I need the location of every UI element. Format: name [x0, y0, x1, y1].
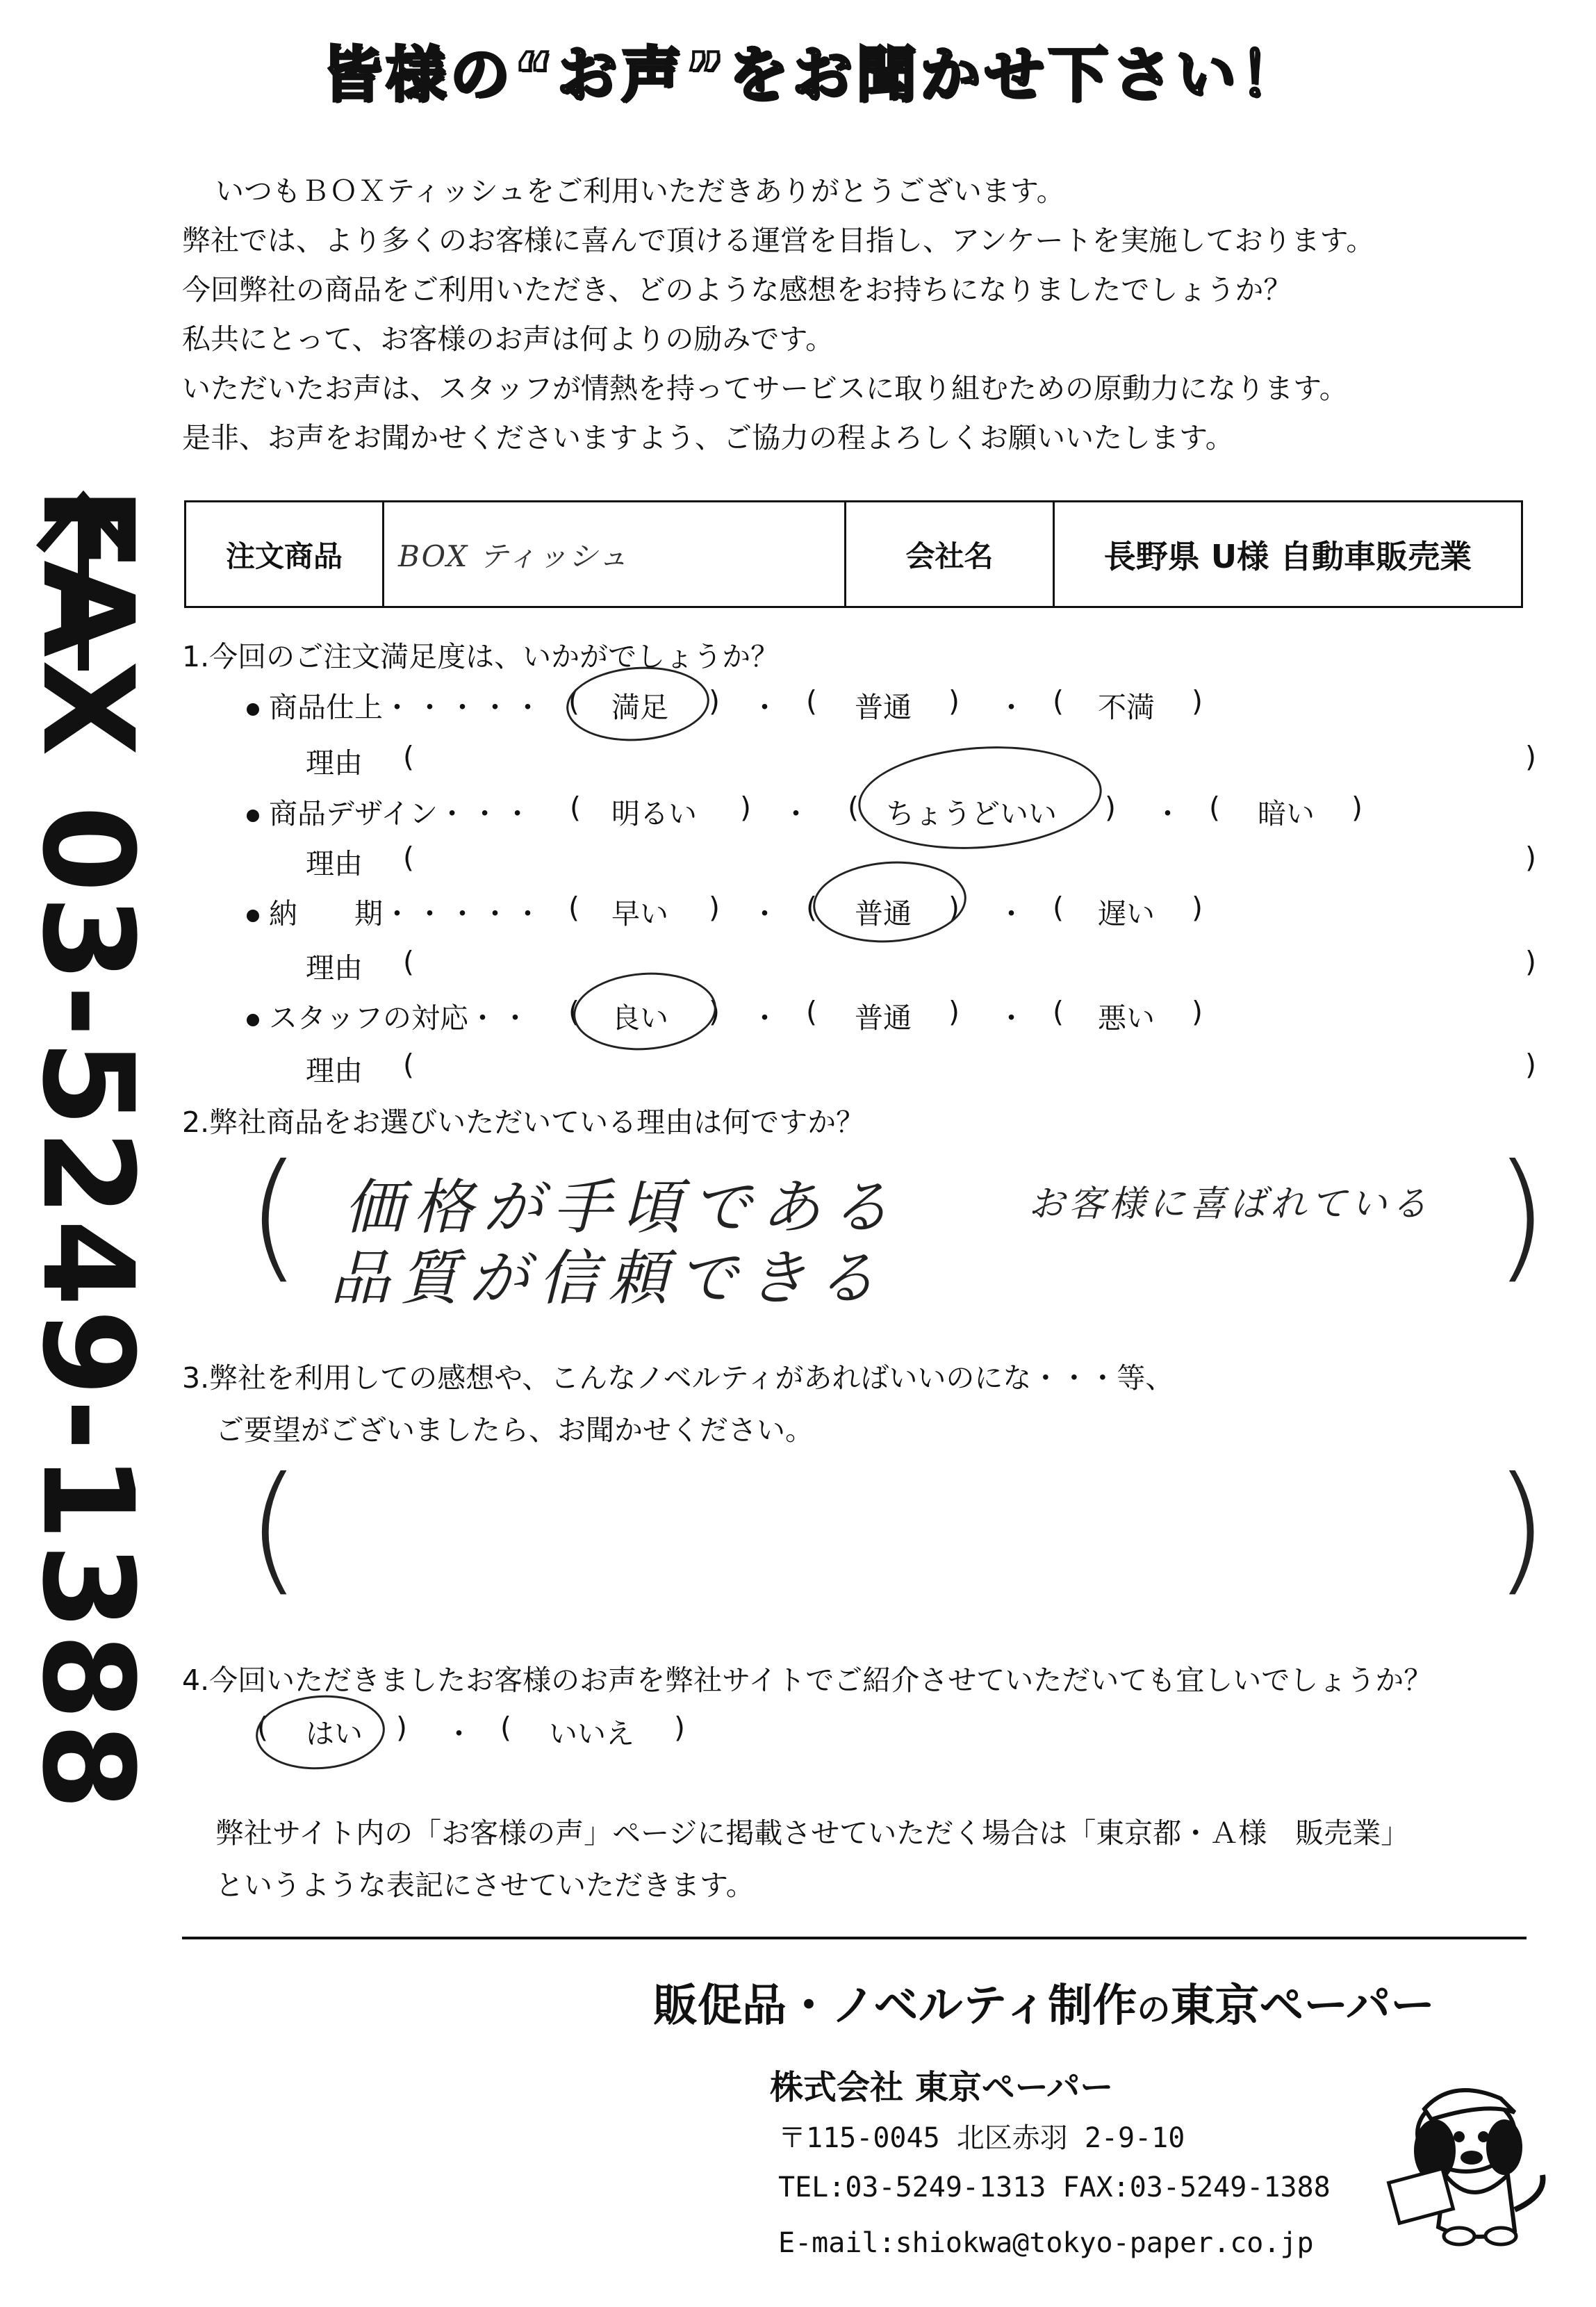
q2-question: 2.弊社商品をお選びいただいている理由は何ですか？ [182, 1106, 865, 1139]
q2-answer-line-2[interactable]: 品質が信頼できる [330, 1244, 886, 1313]
q1-reason-label: 理由 [306, 746, 363, 780]
intro-line: いつもＢＯＸティッシュをご利用いただきありがとうございます。 [215, 174, 1065, 208]
q1-reason-label: 理由 [306, 847, 363, 880]
intro-line: 是非、お声をお聞かせくださいますよう、ご協力の程よろしくお願いいたします。 [182, 421, 1234, 454]
selection-circle [570, 968, 718, 1055]
footer-divider [182, 1937, 1527, 1939]
q3-question-line-1: 3.弊社を利用しての感想や、こんなノベルティがあればいいのにな・・・等、 [182, 1361, 1174, 1395]
q1-finish-option-2[interactable]: 普通 [855, 691, 912, 724]
q1-reason-label: 理由 [306, 951, 363, 985]
q1-delivery-option-3[interactable]: 遅い [1098, 897, 1155, 930]
q1-staff-option-2[interactable]: 普通 [855, 1001, 912, 1035]
q1-design-option-3[interactable]: 暗い [1258, 797, 1315, 830]
footer-address: 〒115-0045 北区赤羽 2-9-10 [778, 2122, 1185, 2154]
bullet-icon [247, 703, 259, 716]
q1-staff-option-1[interactable]: 良い [611, 1001, 668, 1035]
q3-answer-field[interactable] [292, 1466, 1487, 1605]
q1-reason-label: 理由 [306, 1054, 363, 1087]
q1-staff-option-3[interactable]: 悪い [1098, 1001, 1155, 1035]
order-company-label: 会社名 [846, 502, 1055, 606]
bullet-icon [247, 810, 259, 822]
footer-company: 株式会社 東京ペーパー [770, 2068, 1114, 2107]
q1-question: 1.今回のご注文満足度は、いかがでしょうか？ [182, 640, 780, 673]
q4-note-line-1: 弊社サイト内の「お客様の声」ページに掲載させていただく場合は「東京都・Ａ様 販売業」 [215, 1816, 1410, 1850]
footer-email[interactable]: E-mail:shiokwa@tokyo-paper.co.jp [778, 2227, 1314, 2259]
order-company-value[interactable]: 長野県 U様 自動車販売業 [1103, 537, 1472, 575]
q4-note-line-2: というような表記にさせていただきます。 [215, 1869, 755, 1902]
q1-item-staff: スタッフの対応 ・・ [247, 995, 468, 1036]
intro-text [182, 167, 1374, 463]
selection-circle [254, 1691, 388, 1774]
bullet-icon [247, 1014, 259, 1026]
q1-delivery-option-2[interactable]: 普通 [855, 897, 912, 930]
q1-delivery-option-1[interactable]: 早い [611, 897, 668, 930]
q4-option-yes[interactable]: はい [306, 1717, 363, 1750]
q1-finish-option-1[interactable]: 満足 [611, 691, 668, 724]
q4-question: 4.今回いただきましたお客様のお声を弊社サイトでご紹介させていただいても宜しいでしょうか？ [182, 1664, 1433, 1697]
intro-line: いただいたお声は、スタッフが情熱を持ってサービスに取り組むための原動力になります。 [182, 372, 1348, 405]
intro-line: 弊社では、より多くのお客様に喜んで頂ける運営を目指し、アンケートを実施しております。 [182, 224, 1375, 257]
selection-circle [855, 739, 1105, 857]
footer-tagline: 販促品・ノベルティ制作の東京ペーパー [653, 1980, 1435, 2032]
side-fax-number: FAX 03-5249-1388 [15, 486, 160, 1813]
q1-design-option-2[interactable]: ちょうどいい [886, 797, 1057, 830]
page-title: 皆様の“お声”をお聞かせ下さい！ [322, 40, 1304, 110]
q2-answer-line-1[interactable]: 価格が手頃である [344, 1173, 900, 1242]
intro-line: 今回弊社の商品をご利用いただき、どのような感想をお持ちになりましたでしょうか？ [182, 273, 1292, 306]
q1-item-delivery: 納 期 ・・・・・ [247, 891, 383, 932]
dog-mascot-icon [1383, 2071, 1563, 2251]
intro-line: 私共にとって、お客様のお声は何よりの励みです。 [182, 322, 834, 356]
order-product-label: 注文商品 [186, 502, 384, 606]
q1-design-option-1[interactable]: 明るい [611, 797, 697, 830]
q1-finish-option-3[interactable]: 不満 [1098, 691, 1155, 724]
q1-item-design: 商品デザイン ・・・ [247, 791, 438, 832]
q4-option-no[interactable]: いいえ [549, 1717, 634, 1750]
order-table [184, 500, 1523, 608]
selection-circle [810, 856, 969, 947]
bullet-icon [247, 910, 259, 922]
q2-answer-side[interactable]: お客様に喜ばれている [1028, 1183, 1432, 1225]
q3-question-line-2: ご要望がございましたら、お聞かせください。 [215, 1413, 814, 1447]
footer-tel-fax: TEL:03-5249-1313 FAX:03-5249-1388 [778, 2171, 1331, 2203]
order-product-value[interactable]: BOX ティッシュ [384, 502, 846, 606]
q1-item-finish: 商品仕上 ・・・・・ [247, 684, 383, 725]
